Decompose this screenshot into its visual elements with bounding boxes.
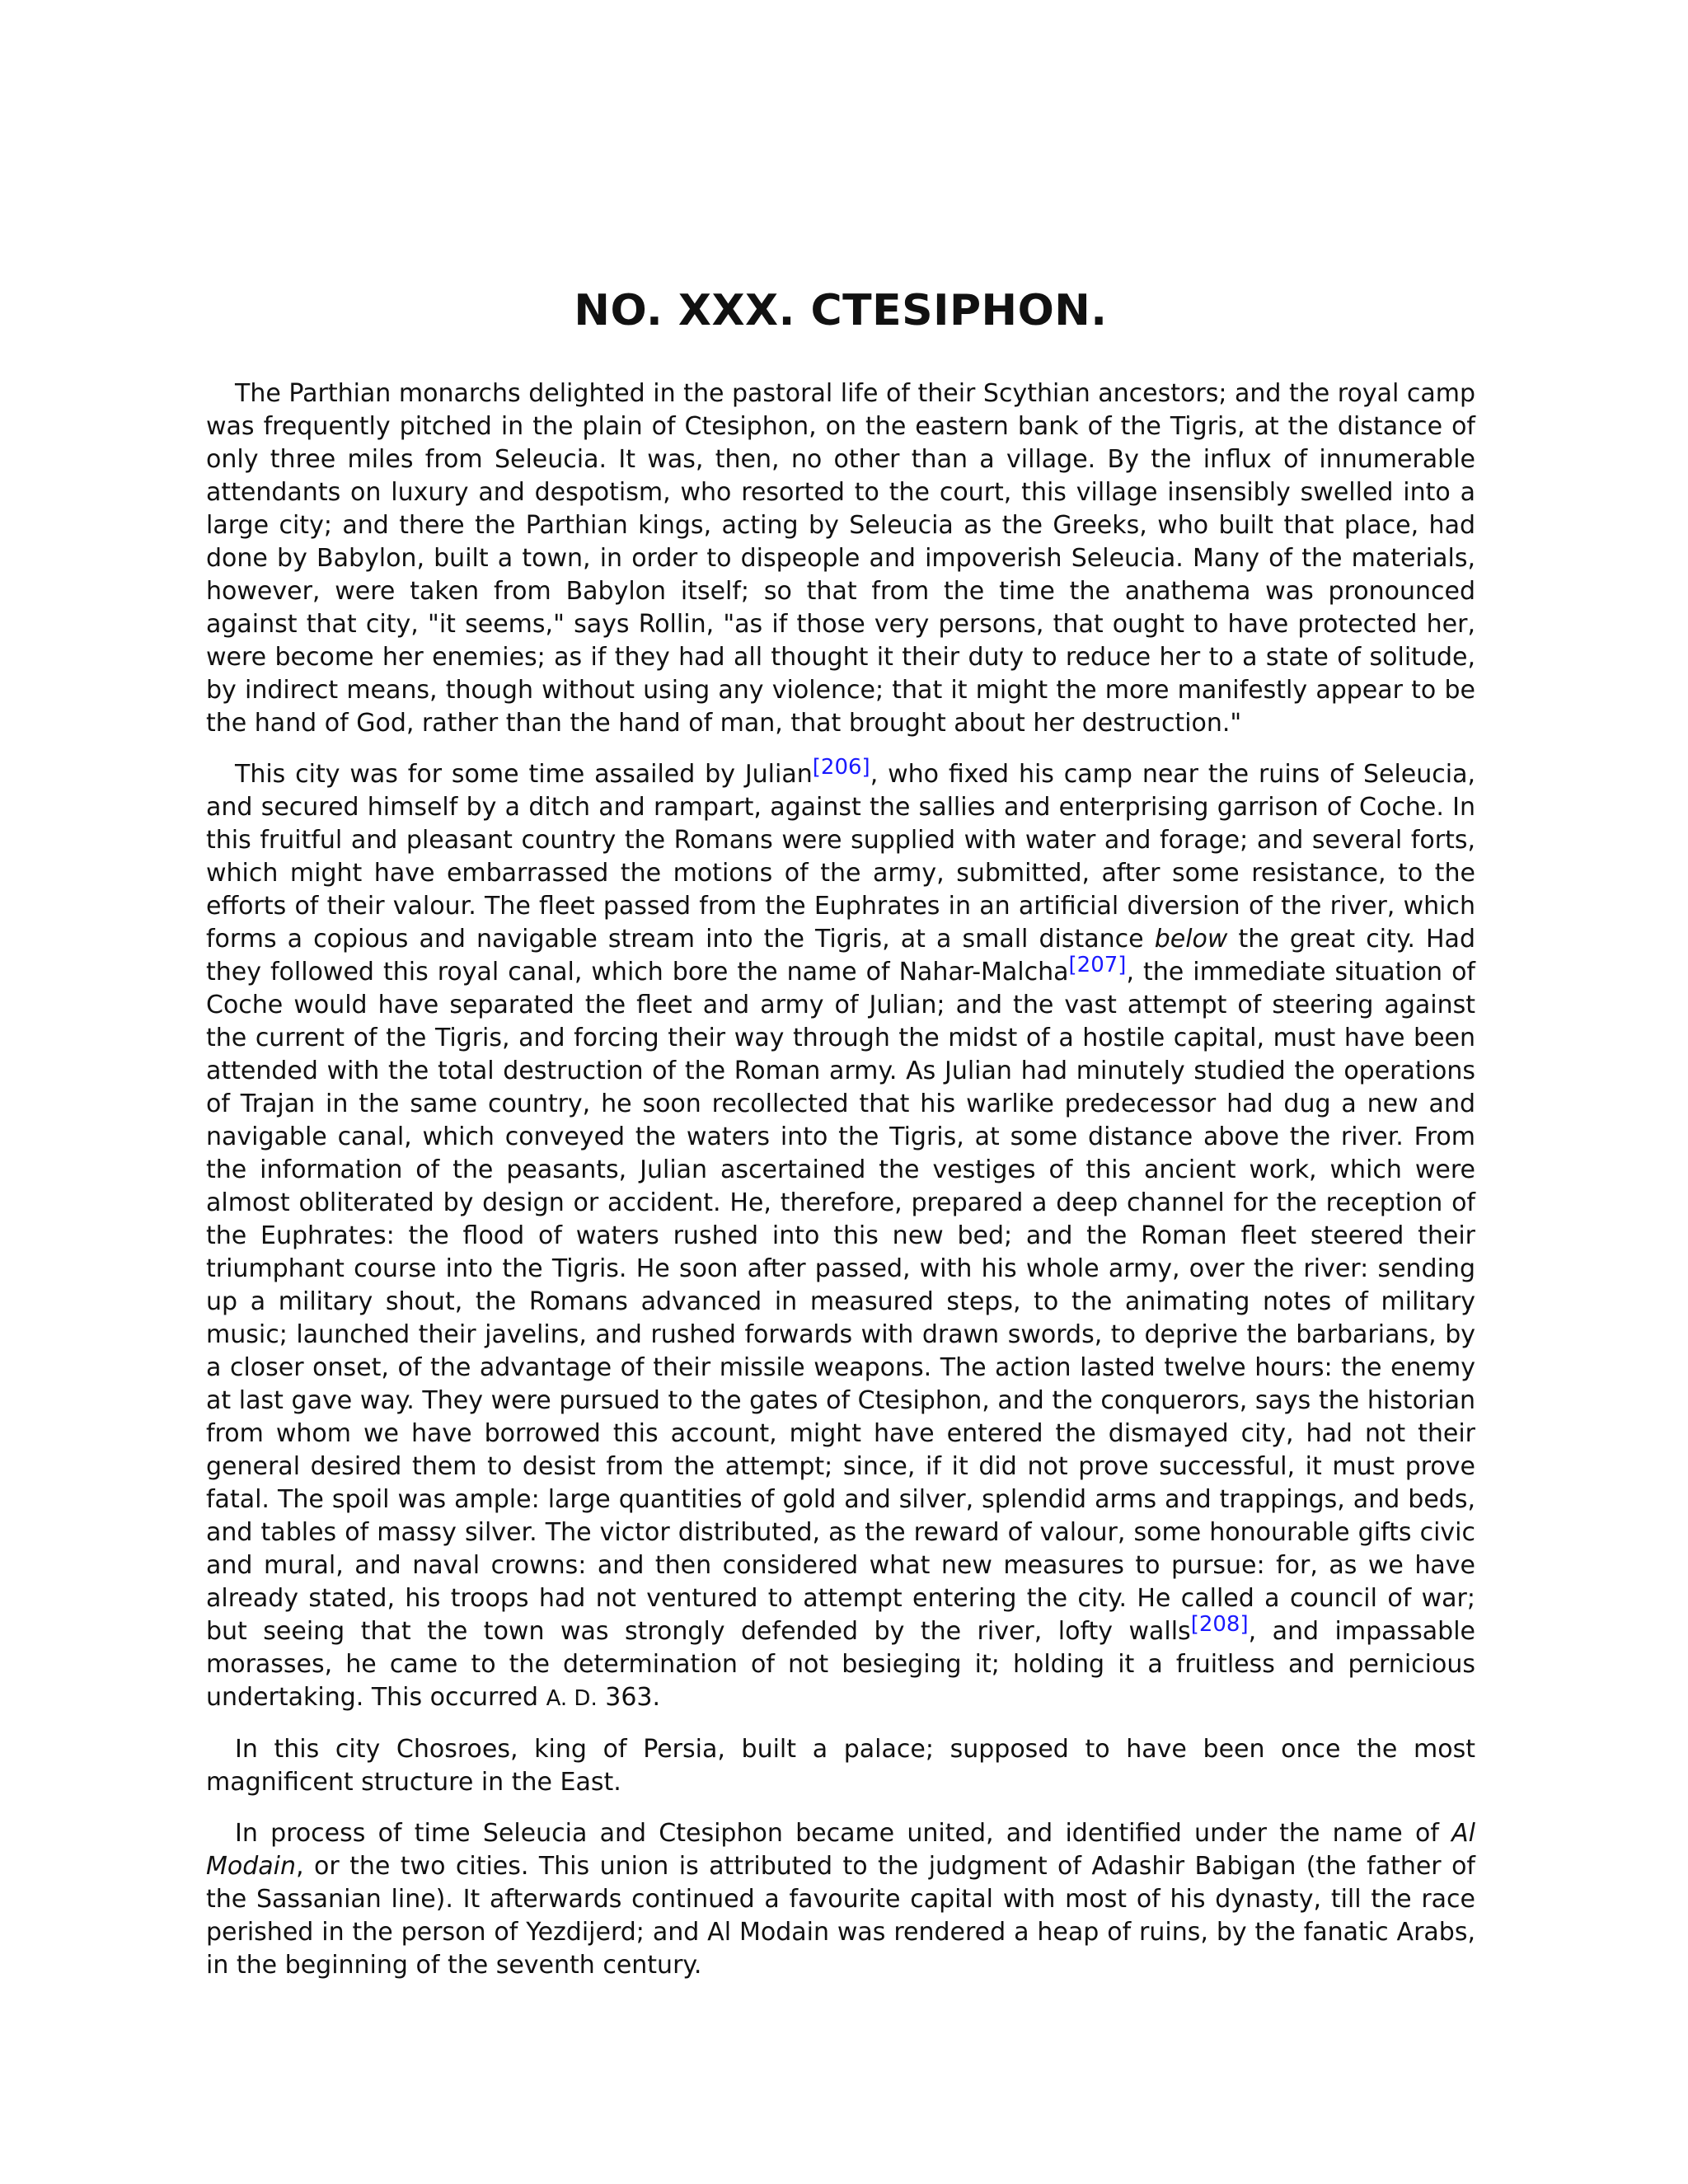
- paragraph-4-text: , or the two cities. This union is attributed to the judgment of Adashir Babigan (the father of the Sassanian line). It afterwards continued a favourite capital with most of his dynasty, till the race perished in the person of Yezdijerd; and Al Modain was rendered a heap of ruins, by the fanatic Arabs, in the beginning of the seventh century.: [206, 1852, 1475, 1980]
- paragraph-4: [206, 1817, 1475, 1982]
- paragraph-2-text: 363.: [597, 1683, 661, 1712]
- chapter-title: NO. XXX. CTESIPHON.: [574, 286, 1108, 335]
- paragraph-4-text: In process of time Seleucia and Ctesiphon became united, and identified under the name of: [235, 1819, 1452, 1848]
- footnote-link-206[interactable]: [206]: [812, 755, 870, 780]
- paragraph-1: The Parthian monarchs delighted in the pastoral life of their Scythian ancestors; and the royal camp was frequently pitched in the plain of Ctesiphon, on the eastern bank of the Tigris, at the distance of only three miles from Seleucia. It was, then, no other than a village. By the influx of innumerable attendants on luxury and despotism, who resorted to the court, this village insensibly swelled into a large city; and there the Parthian kings, acting by Seleucia as the Greeks, who built that place, had done by Babylon, built a town, in order to dispeople and impoverish Seleucia. Many of the materials, however, were taken from Babylon itself; so that from the time the anathema was pronounced against that city, "it seems," says Rollin, "as if those very persons, that ought to have protected her, were become her enemies; as if they had all thought it their duty to reduce her to a state of solitude, by indirect means, though without using any violence; that it might the more manifestly appear to be the hand of God, rather than the hand of man, that brought about her destruction.": [206, 379, 1475, 738]
- footnote-link-207[interactable]: [207]: [1068, 953, 1127, 977]
- paragraph-2-text: , the immediate situation of Coche would have separated the fleet and army of Julian; and the vast attempt of steering against the current of the Tigris, and forcing their way through the midst of a hostile capital, must have been attended with the total destruction of the Roman army. As Julian had minutely studied the operations of Trajan in the same country, he soon recollected that his warlike predecessor had dug a new and navigable canal, which conveyed the waters into the Tigris, at some distance above the river. From the information of the peasants, Julian ascertained the vestiges of this ancient work, which were almost obliterated by design or accident. He, therefore, prepared a deep channel for the reception of the Euphrates: the flood of waters rushed into this new bed; and the Roman fleet steered their triumphant course into the Tigris. He soon after passed, with his whole army, over the river: sending up a military shout, the Romans advanced in measured steps, to the animating notes of military music; launched their javelins, and rushed forwards with drawn swords, to deprive the barbarians, by a closer onset, of the advantage of their missile weapons. The action lasted twelve hours: the enemy at last gave way. They were pursued to the gates of Ctesiphon, and the conquerors, says the historian from whom we have borrowed this account, might have entered the dismayed city, had not their general desired them to desist from the attempt; since, if it did not prove successful, it must prove fatal. The spoil was ample: large quantities of gold and silver, splendid arms and trappings, and beds, and tables of massy silver. The victor distributed, as the reward of valour, some honourable gifts civic and mural, and naval crowns: and then considered what new measures to pursue: for, as we have already stated, his troops had not ventured to attempt entering the city. He called a council of war; but seeing that the town was strongly defended by the river, lofty walls: [206, 958, 1475, 1646]
- paragraph-2-text: , who fixed his camp near the ruins of Seleucia, and secured himself by a ditch and rampart, against the sallies and enterprising garrison of Coche. In this fruitful and pleasant country the Romans were supplied with water and forage; and several forts, which might have embarrassed the motions of the army, submitted, after some resistance, to the efforts of their valour. The fleet passed from the Euphrates in an artificial diversion of the river, which forms a copious and navigable stream into the Tigris, at a small distance: [206, 760, 1476, 954]
- paragraph-2: [206, 755, 1476, 1715]
- paragraph-2-text: the great city. Had they followed this royal canal, which bore the name of Nahar-Malcha: [206, 925, 1475, 987]
- era-abbreviation: A. D.: [546, 1686, 598, 1711]
- page-content: [206, 279, 1475, 2000]
- emphasis-text: below: [1154, 925, 1228, 954]
- paragraph-2-text: This city was for some time assailed by Julian: [235, 760, 813, 789]
- paragraph-3: In this city Chosroes, king of Persia, built a palace; supposed to have been once the most magnificent structure in the East.: [206, 1735, 1475, 1797]
- paragraph-2-text: , and impassable morasses, he came to the determination of not besieging it; holding it a fruitless and pernicious undertaking. This occurred: [206, 1617, 1475, 1712]
- footnote-link-208[interactable]: [208]: [1190, 1612, 1249, 1637]
- emphasis-text: Al Modain: [206, 1819, 1475, 1881]
